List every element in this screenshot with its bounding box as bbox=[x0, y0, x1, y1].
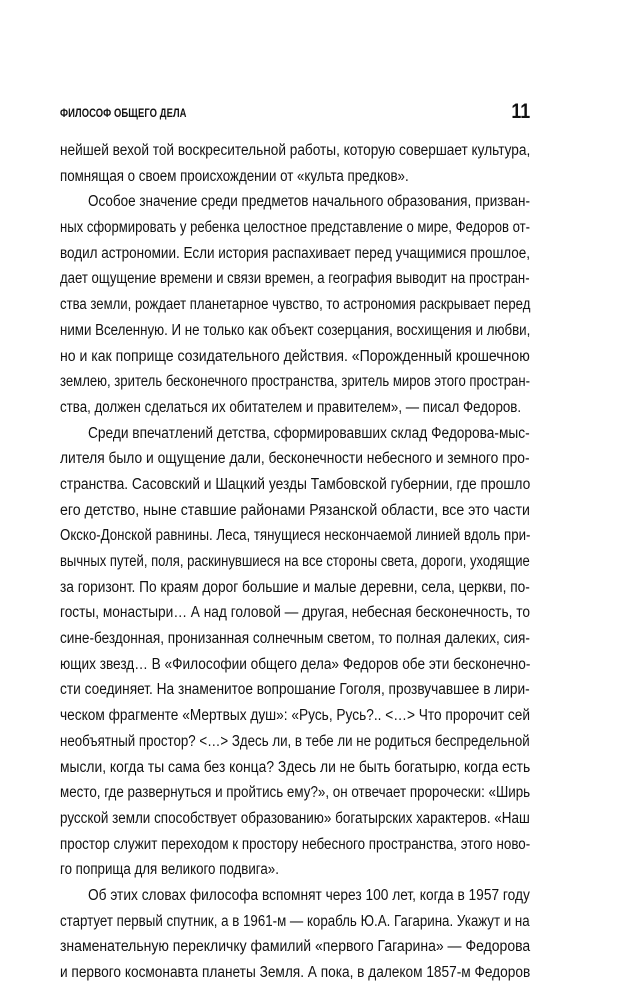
text-line: лителя было и ощущение дали, бесконечности небесного и земного про- bbox=[60, 450, 530, 468]
running-head bbox=[60, 86, 530, 126]
text-line: за горизонт. По краям дорог большие и малые деревни, села, церкви, по- bbox=[60, 578, 530, 596]
text-line: странства. Сасовский и Шацкий уезды Тамбовской губернии, где прошло bbox=[60, 475, 531, 493]
text-line: дает ощущение времени и связи времен, а география выводит на простран- bbox=[60, 270, 530, 288]
body-text bbox=[60, 138, 530, 986]
text-line: ства земли, рождает планетарное чувство, то астрономия раскрывает перед bbox=[60, 296, 531, 314]
text-line: его детство, ныне ставшие районами Рязанской области, все это части bbox=[60, 501, 530, 519]
text-line: вычных путей, поля, раскинувшиеся на все стороны света, дороги, уходящие bbox=[60, 553, 530, 570]
text-line: Об этих словах философа вспомнят через 100 лет, когда в 1957 году bbox=[88, 886, 530, 904]
text-line: ства, должен сделаться их обитателем и правителем», — писал Федоров. bbox=[60, 398, 522, 416]
page-number: 11 bbox=[511, 100, 530, 123]
text-line: го поприща для великого подвига». bbox=[60, 861, 279, 879]
text-line: русской земли способствует образованию» богатырских характеров. «Наш bbox=[60, 809, 530, 827]
text-line: сине-бездонная, пронизанная солнечным светом, то полная далеких, сия- bbox=[60, 630, 530, 648]
text-line: и первого космонавта планеты Земля. А пока, в далеком 1857-м Федоров bbox=[60, 964, 531, 981]
text-line: но и как поприще созидательного действия. «Порожденный крошечною bbox=[60, 347, 530, 365]
text-line: место, где развернуться и пройтись ему?», он отвечает пророчески: «Ширь bbox=[60, 784, 531, 802]
running-title: ФИЛОСОФ ОБЩЕГО ДЕЛА bbox=[60, 108, 187, 120]
text-line: ними Вселенную. И не только как объект созерцания, восхищения и любви, bbox=[60, 321, 531, 339]
text-line: ных сформировать у ребенка целостное представление о мире, Федоров от- bbox=[60, 219, 531, 237]
text-line: ческом фрагменте «Мертвых душ»: «Русь, Русь?.. <…> Что пророчит сей bbox=[60, 707, 530, 725]
text-line: госты, монастыри… А над головой — другая, небесная бесконечность, то bbox=[60, 604, 530, 622]
text-line: необъятный простор? <…> Здесь ли, в тебе ли не родиться беспредельной bbox=[60, 732, 530, 750]
text-line: водил астрономии. Если история распахивает перед учащимися прошлое, bbox=[60, 244, 531, 262]
text-line: землею, зритель бесконечного пространства, зритель миров этого простран- bbox=[60, 373, 530, 391]
text-line: Окско-Донской равнины. Леса, тянущиеся нескончаемой линией вдоль при- bbox=[60, 527, 531, 545]
text-line: Среди впечатлений детства, сформировавших склад Федорова-мыс- bbox=[88, 424, 530, 442]
text-line: нейшей вехой той воскресительной работы, которую совершает культура, bbox=[60, 142, 531, 159]
text-line: знаменательную перекличку фамилий «первого Гагарина» — Федорова bbox=[60, 938, 531, 956]
text-line: помнящая о своем происхождении от «культа предков». bbox=[60, 167, 409, 185]
text-line: Особое значение среди предметов начального образования, призван- bbox=[88, 193, 530, 211]
text-line: сти соединяет. На знаменитое вопрошание Гоголя, прозвучавшее в лири- bbox=[60, 681, 530, 699]
text-line: мысли, когда ты сама без конца? Здесь ли не быть богатырю, когда есть bbox=[60, 758, 531, 776]
text-line: простор служит переходом к простору небесного пространства, этого ново- bbox=[60, 835, 531, 853]
text-line: стартует первый спутник, а в 1961-м — корабль Ю.А. Гагарина. Укажут и на bbox=[60, 912, 530, 930]
text-line: ющих звезд… В «Философии общего дела» Федоров обе эти бесконечно- bbox=[60, 655, 531, 673]
